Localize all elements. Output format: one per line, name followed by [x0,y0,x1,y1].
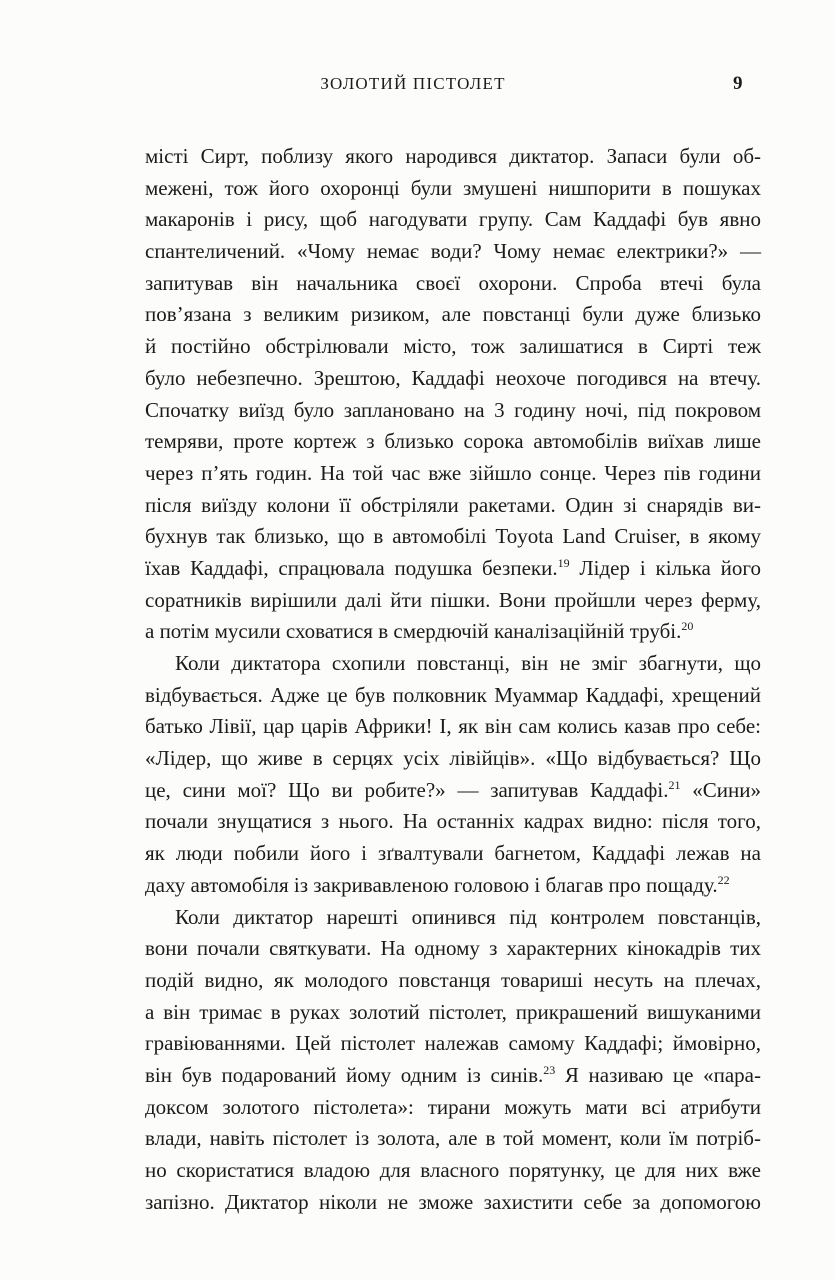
line-text: місті Сирт, поблизу якого народився диктатор. Запаси були об- [145,144,761,168]
line-text: а потім мусили сховатися в смердючій каналізаційній трубі. [145,619,682,644]
text-line [145,1060,761,1092]
page-number: 9 [733,73,744,94]
line-text: Спочатку виїзд було заплановано на 3 годину ночі, під покровом [145,397,761,422]
text-line [145,204,761,236]
text-line [145,553,761,585]
line-text: доксом золотого пістолета»: тирани можуть мати всі атрибути [145,1094,761,1119]
line-text: було небезпечно. Зрештою, Каддафі неохоче погодився на втечу. [145,365,761,390]
text-line [145,870,761,902]
text-line [145,838,761,870]
line-text: макаронів і рису, щоб нагодувати групу. Сам Каддафі був явно [145,207,761,232]
footnote-marker: 19 [557,555,570,570]
line-text: межені, тож його охоронці були змушені нишпорити в пошуках [145,175,761,200]
line-text: «Лідер, що живе в серцях усіх лівійців». «Що відбувається? Що [145,746,761,771]
line-text: соратників вирішили далі йти пішки. Вони пройшли через ферму, [145,587,761,612]
line-text: як люди побили його і зґвалтували багнетом, Каддафі лежав на [145,841,761,866]
text-line [145,1123,761,1155]
text-line [145,997,761,1029]
line-text: бухнув так близько, що в автомобілі Toyota Land Cruiser, в якому [145,524,761,549]
line-text: Лідер і кілька його [569,555,761,580]
line-text: батько Лівії, цар царів Африки! І, як він сам колись казав про себе: [145,714,761,739]
line-text: даху автомобіля із закривавленою головою і благав про пощаду. [145,872,718,897]
line-text: й постійно обстрілювали місто, тож залишатися в Сирті теж [145,334,761,359]
text-line [145,521,761,553]
line-text: вони почали святкувати. На одному з характерних кінокадрів тих [145,936,761,961]
text-line [145,490,761,522]
text-line [145,775,761,807]
line-text: через п’ять годин. На той час вже зійшло сонце. Через пів години [145,460,761,485]
line-text: но скористатися владою для власного порятунку, це для них вже [145,1158,761,1182]
text-line [145,648,761,680]
line-text: пов’язана з великим ризиком, але повстанці були дуже близько [145,302,761,327]
text-line [145,458,761,490]
line-text: почали знущатися з нього. На останніх кадрах видно: після того, [145,809,761,834]
text-line [145,902,761,934]
text-line [145,1028,761,1060]
text-line [145,363,761,395]
text-line [145,173,761,205]
text-line [145,236,761,268]
line-text: Я називаю це «пара- [555,1062,761,1087]
text-line [145,426,761,458]
text-line [145,1187,761,1219]
footnote-marker: 20 [681,619,694,634]
line-text: темряви, проте кортеж з близько сорока автомобілів виїхав лише [145,429,761,454]
line-text: «Сини» [680,777,761,802]
line-text: він був подарований йому одним із синів. [145,1062,544,1087]
footnote-marker: 23 [543,1062,556,1077]
footnote-marker: 21 [668,777,681,792]
text-line [145,1155,761,1187]
line-text: запізно. Диктатор ніколи не зможе захистити себе за допомогою [145,1189,761,1214]
text-line [145,965,761,997]
line-text: відбувається. Адже це був полковник Муаммар Каддафі, хрещений [145,682,761,707]
line-text: спантеличений. «Чому немає води? Чому немає електрики?» — [145,239,761,264]
text-line [145,141,761,173]
line-text: а він тримає в руках золотий пістолет, прикрашений вишуканими [145,999,761,1024]
line-text: влади, навіть пістолет із золота, але в той момент, коли їм потріб- [145,1126,761,1151]
text-line [145,331,761,363]
text-line [145,680,761,712]
text-line [145,933,761,965]
line-text: Коли диктатора схопили повстанці, він не зміг збагнути, що [175,651,761,675]
text-line [145,616,761,648]
text-line [145,806,761,838]
line-text: гравіюваннями. Цей пістолет належав самому Каддафі; ймовірно, [145,1031,761,1056]
text-line [145,1092,761,1124]
text-line [145,585,761,617]
text-line [145,395,761,427]
line-text: після виїзду колони її обстріляли ракетами. Один зі снарядів ви- [145,492,761,517]
text-line [145,711,761,743]
line-text: подій видно, як молодого повстанця товариші несуть на плечах, [145,967,761,992]
footnote-marker: 22 [717,872,730,887]
text-line [145,743,761,775]
line-text: запитував він начальника своєї охорони. Спроба втечі була [145,270,761,295]
chapter-title: ЗОЛОТИЙ ПІСТОЛЕТ [320,74,506,93]
text-line [145,268,761,300]
line-text: Коли диктатор нарешті опинився під контролем повстанців, [175,904,761,929]
line-text: їхав Каддафі, спрацювала подушка безпеки. [145,555,558,580]
text-line [145,299,761,331]
body-text [145,141,761,1218]
line-text: це, сини мої? Що ви робите?» — запитував Каддафі. [145,777,669,802]
